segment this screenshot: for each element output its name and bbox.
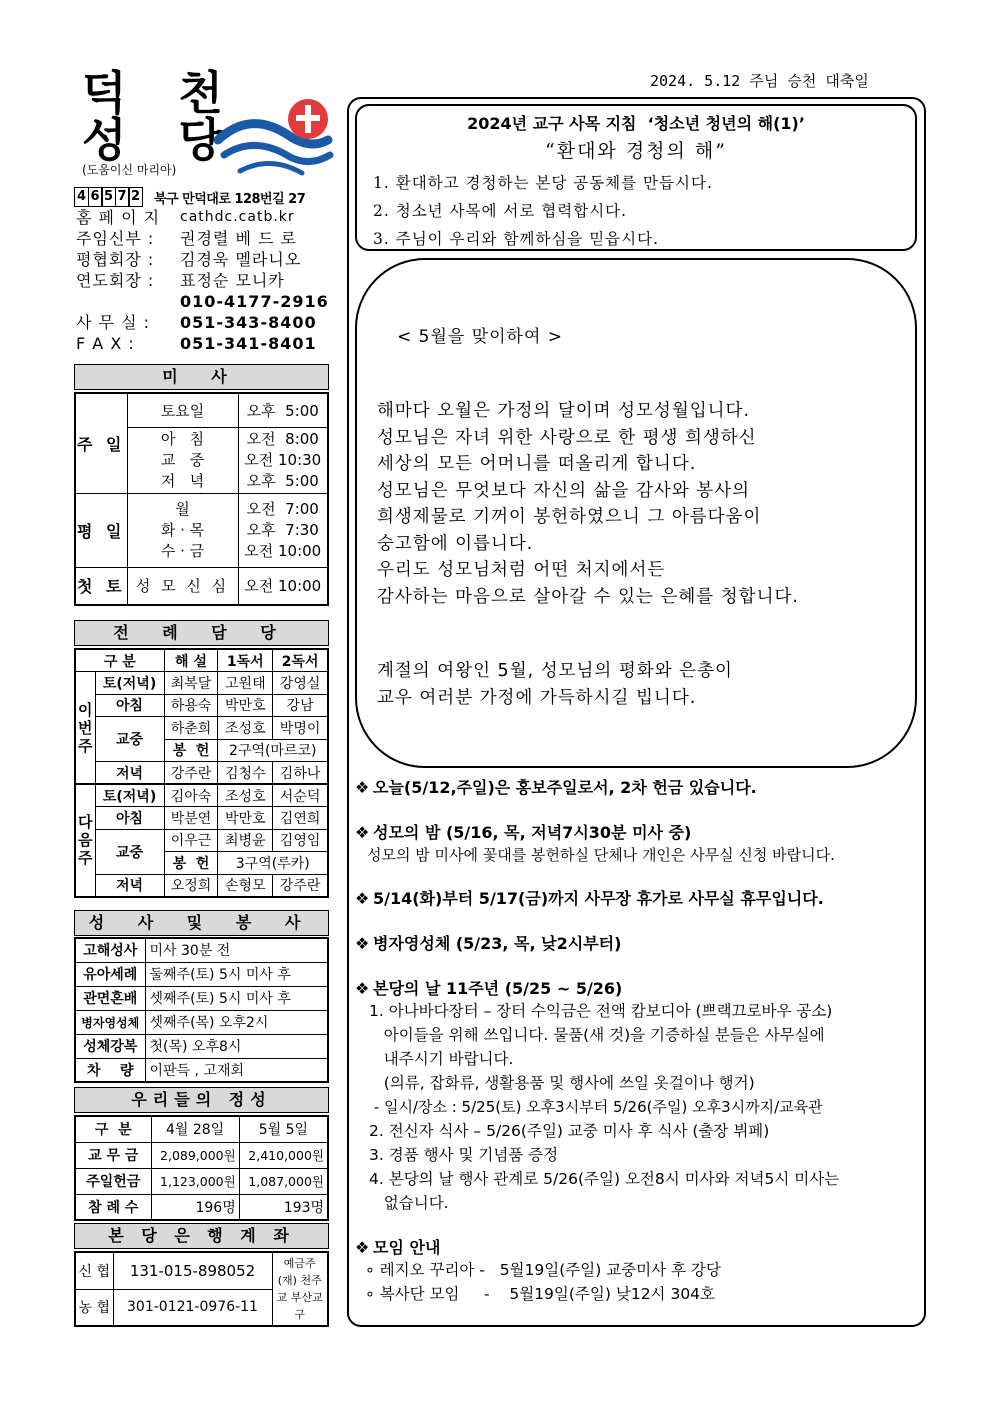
cross-circle-logo-icon <box>210 95 340 185</box>
message-line: 숭고함에 이릅니다. <box>377 533 534 554</box>
liturgy-cell: 강남 <box>273 694 328 717</box>
liturgy-table <box>74 648 329 898</box>
liturgy-header: 2독서 <box>273 649 328 672</box>
sacraments-table <box>74 937 329 1083</box>
mass-sunday-label: 주 일 <box>75 393 127 493</box>
detail-line: 없습니다. <box>369 1194 449 1212</box>
postcode-digit: 4 <box>74 187 89 207</box>
announcement-text: 병자영성체 (5/23, 목, 낮2시부터) <box>373 934 622 953</box>
liturgy-cell: 고원태 <box>218 672 273 695</box>
meeting-line: ∘ 복사단 모임 - 5월19일(주일) 낮12시 304호 <box>365 1285 716 1303</box>
liturgy-slot: 토(저녁) <box>95 784 164 807</box>
finance-key: 교 무 금 <box>75 1142 151 1168</box>
announcement <box>355 886 920 909</box>
message-line: 우리도 성모님처럼 어떤 처지에서든 <box>377 560 666 580</box>
postcode-digit: 2 <box>128 187 143 207</box>
announcement <box>355 775 920 798</box>
mass-name: 토요일 <box>127 393 238 427</box>
liturgy-slot: 봉 헌 <box>164 739 218 762</box>
fax-number: 051-341-8401 <box>180 334 317 353</box>
liturgy-slot: 교중 <box>95 829 164 874</box>
postcode-digit: 6 <box>88 187 103 207</box>
announcement <box>355 931 920 954</box>
mass-time: 오후 5:00 <box>238 393 328 427</box>
message-line: 희생제물로 기꺼이 봉헌하였으니 그 아름다움이 <box>377 507 762 527</box>
contact-key: 사 무 실 : <box>76 313 151 332</box>
mass-table <box>74 392 329 606</box>
church-name-line1: 덕 천 <box>82 66 241 120</box>
bank-name: 농 협 <box>75 1289 113 1326</box>
homepage-link[interactable]: cathdc.catb.kr <box>180 209 295 225</box>
sacrament-value: 첫(목) 오후8시 <box>145 1034 328 1058</box>
sacrament-key: 유아세례 <box>75 962 145 986</box>
liturgy-cell: 2구역(마르코) <box>218 739 328 762</box>
this-week-label: 이번주 <box>75 672 95 785</box>
mass-time: 오후 7:30 <box>246 520 319 539</box>
liturgy-cell: 조성호 <box>218 717 273 740</box>
detail-line: - 일시/장소 : 5/25(토) 오후3시부터 5/26(주일) 오후3시까지/교육관 <box>369 1098 823 1116</box>
announcement <box>355 820 920 843</box>
finance-header: 구 분 <box>75 1116 151 1142</box>
mass-time: 오전 10:00 <box>244 541 322 560</box>
meeting-line: ∘ 레지오 꾸리아 - 5월19일(주일) 교중미사 후 강당 <box>365 1261 721 1279</box>
diamond-bullet-icon: ❖ <box>355 1238 370 1257</box>
contact-key <box>76 291 180 312</box>
finance-table <box>74 1115 329 1221</box>
finance-value: 1,123,000원 <box>151 1168 239 1194</box>
postcode-digit: 7 <box>115 187 130 207</box>
liturgy-cell: 강영실 <box>273 672 328 695</box>
bank-name: 신 협 <box>75 1252 113 1289</box>
detail-line: 4. 본당의 날 행사 관계로 5/26(주일) 오전8시 미사와 저녁5시 미사는 <box>369 1170 840 1188</box>
mass-time: 오전 7:00 <box>246 499 319 518</box>
mass-names <box>127 493 238 567</box>
detail-line: 3. 경품 행사 및 기념품 증정 <box>369 1146 559 1164</box>
liturgy-header: 1독서 <box>218 649 273 672</box>
liturgy-section-title: 전 례 담 당 <box>74 620 329 646</box>
liturgy-cell: 김청수 <box>218 762 273 785</box>
finance-header: 4월 28일 <box>151 1116 239 1142</box>
liturgy-cell: 이우근 <box>164 829 218 852</box>
office-phone: 051-343-8400 <box>180 313 317 332</box>
liturgy-cell: 박만호 <box>218 694 273 717</box>
pastoral-item: 3. 주님이 우리와 함께하심을 믿읍시다. <box>373 230 660 248</box>
mass-time: 오전 10:00 <box>238 567 328 605</box>
mass-first-sat-label: 첫 토 <box>75 567 127 605</box>
liturgy-slot: 교중 <box>95 717 164 762</box>
next-week-label: 다음주 <box>75 784 95 897</box>
announcement-title: 모임 안내 <box>373 1238 441 1257</box>
account-holder: 예금주 (재) 천주교 부산교구 <box>272 1252 328 1326</box>
contact-key: 주임신부 : <box>76 229 155 248</box>
monthly-message-box <box>355 258 917 768</box>
message-closing <box>377 658 733 711</box>
message-line: 세상의 모든 어머니를 떠올리게 합니다. <box>377 454 697 474</box>
finance-key: 참 례 수 <box>75 1194 151 1220</box>
liturgy-cell: 최복달 <box>164 672 218 695</box>
sacrament-value: 셋째주(토) 5시 미사 후 <box>145 986 328 1010</box>
pastoral-list <box>357 169 915 253</box>
sacrament-key: 고해성사 <box>75 938 145 962</box>
liturgy-slot: 토(저녁) <box>95 672 164 695</box>
liturgy-cell: 김영임 <box>273 829 328 852</box>
announcement-title: 성모의 밤 (5/16, 목, 저녁7시30분 미사 중) <box>373 823 692 842</box>
liturgy-cell: 조성호 <box>218 784 273 807</box>
message-title: < 5월을 맞이하여 > <box>397 327 564 347</box>
sacrament-key: 차 량 <box>75 1058 145 1082</box>
liturgy-cell: 3구역(루카) <box>218 852 328 875</box>
finance-value: 1,087,000원 <box>239 1168 328 1194</box>
message-line: 계절의 여왕인 5월, 성모님의 평화와 은총이 <box>377 661 733 681</box>
pastoral-item: 2. 청소년 사목에 서로 협력합시다. <box>373 202 628 220</box>
announcement-title: 본당의 날 11주년 (5/25 ~ 5/26) <box>373 979 623 998</box>
liturgy-cell: 김아숙 <box>164 784 218 807</box>
mass-name: 아 침 <box>160 429 205 448</box>
liturgy-cell: 하용숙 <box>164 694 218 717</box>
diamond-bullet-icon: ❖ <box>355 889 370 908</box>
postcode-digit: 5 <box>101 187 116 207</box>
contact-value: 김경욱 멜라니오 <box>180 250 302 269</box>
mass-time: 오전 10:30 <box>244 450 322 469</box>
mass-weekday-label: 평 일 <box>75 493 127 567</box>
contact-key: 연도회장 : <box>76 271 155 290</box>
finance-section-title: 우리들의 정성 <box>74 1087 329 1113</box>
liturgy-cell: 강주란 <box>273 874 328 897</box>
finance-value: 2,089,000원 <box>151 1142 239 1168</box>
detail-line: 2. 전신자 식사 – 5/26(주일) 교중 미사 후 식사 (출장 뷔페) <box>369 1122 770 1140</box>
liturgy-cell: 하춘희 <box>164 717 218 740</box>
mass-name: 수 · 금 <box>160 541 205 560</box>
sacrament-value: 이판득 , 고재회 <box>145 1058 328 1082</box>
message-line: 성모님은 자녀 위한 사랑으로 한 평생 희생하신 <box>377 427 757 448</box>
contact-value: 표정순 모니카 <box>180 271 285 290</box>
diamond-bullet-icon: ❖ <box>355 778 370 797</box>
mass-times <box>238 427 328 493</box>
church-name-line2: 성 당 <box>82 113 241 167</box>
sacrament-key: 병자영성체 <box>75 1010 145 1034</box>
message-line: 교우 여러분 가정에 가득하시길 빕니다. <box>377 687 697 708</box>
mass-time: 오전 8:00 <box>246 429 319 448</box>
bank-section-title: 본 당 은 행 계 좌 <box>74 1223 329 1249</box>
bank-account: 301-0121-0976-11 <box>113 1289 272 1326</box>
mass-times <box>238 493 328 567</box>
diamond-bullet-icon: ❖ <box>355 823 370 842</box>
contact-key: 평협회장 : <box>76 250 155 269</box>
liturgy-cell: 박명이 <box>273 717 328 740</box>
mass-name: 성 모 신 심 <box>127 567 238 605</box>
sacrament-value: 둘째주(토) 5시 미사 후 <box>145 962 328 986</box>
announcement <box>355 1235 920 1258</box>
patron-label: (도움이신 마리아) <box>82 163 177 177</box>
liturgy-header: 구 분 <box>75 649 164 672</box>
bank-account: 131-015-898052 <box>113 1252 272 1289</box>
bank-table <box>74 1251 329 1327</box>
message-body <box>377 398 799 610</box>
meeting-list <box>355 1258 920 1306</box>
liturgy-cell: 서순덕 <box>273 784 328 807</box>
street-address: 북구 만덕대로 128번길 27 <box>154 192 306 207</box>
liturgy-cell: 박분연 <box>164 807 218 830</box>
liturgy-cell: 김하나 <box>273 762 328 785</box>
announcement <box>355 976 920 999</box>
mass-name: 월 <box>175 499 190 518</box>
liturgy-cell: 강주란 <box>164 762 218 785</box>
finance-value: 2,410,000원 <box>239 1142 328 1168</box>
finance-value: 193명 <box>239 1194 328 1220</box>
announcement-text: 오늘(5/12,주일)은 홍보주일로서, 2차 헌금 있습니다. <box>373 778 757 797</box>
pastoral-guideline-box <box>355 104 917 251</box>
pastoral-item: 1. 환대하고 경청하는 본당 공동체를 만듭시다. <box>373 174 713 192</box>
sacrament-value: 미사 30분 전 <box>145 938 328 962</box>
finance-value: 196명 <box>151 1194 239 1220</box>
mass-section-title: 미 사 <box>74 364 329 390</box>
sacraments-section-title: 성 사 및 봉 사 <box>74 910 329 936</box>
liturgy-cell: 손형모 <box>218 874 273 897</box>
finance-key: 주일헌금 <box>75 1168 151 1194</box>
mass-names <box>127 427 238 493</box>
liturgy-cell: 최병윤 <box>218 829 273 852</box>
detail-line: 아이들을 위해 쓰입니다. 물품(새 것)을 기증하실 분들은 사무실에 <box>369 1026 825 1044</box>
anniversary-details <box>355 999 920 1215</box>
announcement-text: 성모의 밤 미사에 꽃대를 봉헌하실 단체나 개인은 사무실 신청 바랍니다. <box>367 846 835 864</box>
contact-key: 홈 페 이 지 <box>76 208 161 227</box>
sacrament-value: 셋째주(목) 오후2시 <box>145 1010 328 1034</box>
diamond-bullet-icon: ❖ <box>355 934 370 953</box>
liturgy-header: 해 설 <box>164 649 218 672</box>
detail-line: (의류, 잡화류, 생활용품 및 행사에 쓰일 옷걸이나 행거) <box>369 1074 755 1092</box>
detail-line: 1. 아나바다장터 – 장터 수익금은 전액 캄보디아 (쁘랙끄로바우 공소) <box>369 1002 833 1020</box>
message-line: 성모님은 무엇보다 자신의 삶을 감사와 봉사의 <box>377 480 751 501</box>
contact-info <box>76 207 336 354</box>
liturgy-cell: 김연희 <box>273 807 328 830</box>
message-line: 감사하는 마음으로 살아갈 수 있는 은혜를 청합니다. <box>377 586 799 607</box>
liturgy-slot: 저녁 <box>95 874 164 897</box>
liturgy-slot: 저녁 <box>95 762 164 785</box>
mass-name: 저 녁 <box>160 471 205 490</box>
liturgy-cell: 박만호 <box>218 807 273 830</box>
mass-name: 화 · 목 <box>160 520 205 539</box>
liturgy-slot: 아침 <box>95 807 164 830</box>
contact-key: F A X : <box>76 334 135 353</box>
liturgy-cell: 오정희 <box>164 874 218 897</box>
liturgy-slot: 봉 헌 <box>164 852 218 875</box>
diamond-bullet-icon: ❖ <box>355 979 370 998</box>
liturgy-slot: 아침 <box>95 694 164 717</box>
issue-date: 2024. 5.12 주님 승천 대축일 <box>650 72 869 90</box>
sacrament-key: 관면혼배 <box>75 986 145 1010</box>
pastoral-subtitle: “환대와 경청의 해” <box>545 140 727 162</box>
finance-header: 5월 5일 <box>239 1116 328 1142</box>
announcement-text: 5/14(화)부터 5/17(금)까지 사무장 휴가로 사무실 휴무입니다. <box>373 889 824 908</box>
detail-line: 내주시기 바랍니다. <box>369 1050 514 1068</box>
message-line: 해마다 오월은 가정의 달이며 성모성월입니다. <box>377 401 751 421</box>
postcode <box>74 187 142 207</box>
contact-phone: 010-4177-2916 <box>180 292 329 311</box>
mass-name: 교 중 <box>160 450 205 469</box>
announcements <box>355 775 920 1306</box>
mass-time: 오후 5:00 <box>246 471 319 490</box>
sacrament-key: 성체강복 <box>75 1034 145 1058</box>
pastoral-title: 2024년 교구 사목 지침 ‘청소년 청년의 해(1)’ <box>467 114 805 133</box>
contact-value: 권경렬 베 드 로 <box>180 229 297 248</box>
